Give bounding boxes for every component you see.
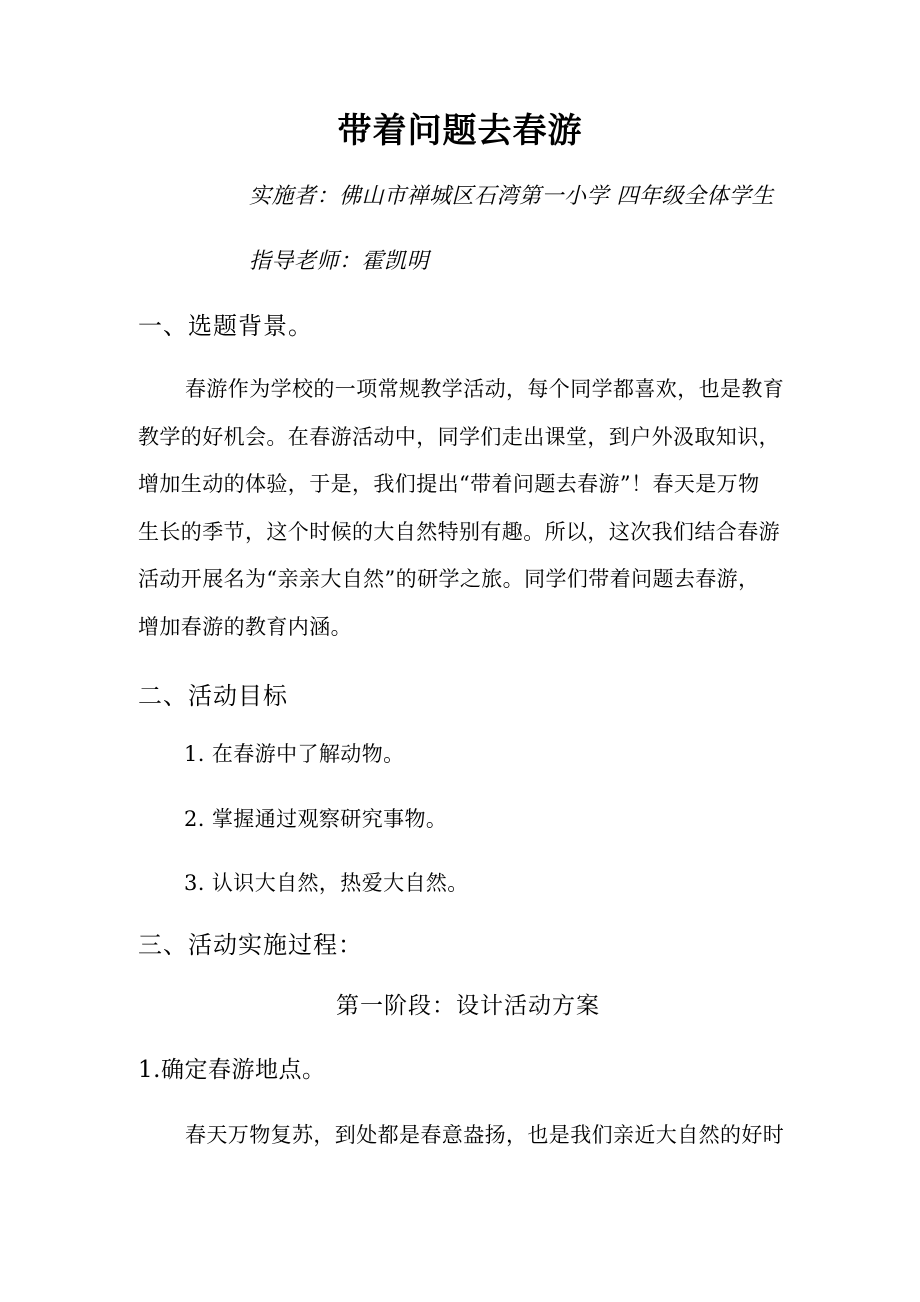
section-1-paragraph-line: 增加春游的教育内涵。 — [138, 615, 352, 639]
step-1-heading: 1.确定春游地点。 — [138, 1057, 326, 1083]
stage-1-heading: 第一阶段：设计活动方案 — [336, 993, 600, 1019]
section-1-paragraph-line: 教学的好机会。在春游活动中，同学们走出课堂，到户外汲取知识， — [138, 425, 780, 449]
byline-implementer: 实施者：佛山市禅城区石湾第一小学 四年级全体学生 — [249, 184, 774, 209]
byline-advisor: 指导老师：霍凯明 — [249, 249, 430, 274]
section-1-paragraph-line: 春游作为学校的一项常规教学活动，每个同学都喜欢，也是教育 — [185, 377, 785, 401]
goal-item-1: 1. 在春游中了解动物。 — [184, 742, 405, 766]
document-title: 带着问题去春游 — [337, 111, 583, 151]
step-1-paragraph-line: 春天万物复苏，到处都是春意盎扬，也是我们亲近大自然的好时 — [185, 1123, 785, 1147]
section-1-paragraph-line: 活动开展名为“亲亲大自然”的研学之旅。同学们带着问题去春游， — [138, 567, 760, 591]
section-2-heading: 二、活动目标 — [138, 682, 288, 710]
section-3-heading: 三、活动实施过程： — [138, 931, 363, 959]
section-1-paragraph-line: 增加生动的体验，于是，我们提出“带着问题去春游”！春天是万物 — [138, 472, 760, 496]
goal-item-2: 2. 掌握通过观察研究事物。 — [184, 807, 448, 831]
section-1-paragraph-line: 生长的季节，这个时候的大自然特别有趣。所以，这次我们结合春游 — [138, 520, 780, 544]
section-1-heading: 一、选题背景。 — [138, 312, 313, 340]
goal-item-3: 3. 认识大自然，热爱大自然。 — [184, 871, 469, 895]
